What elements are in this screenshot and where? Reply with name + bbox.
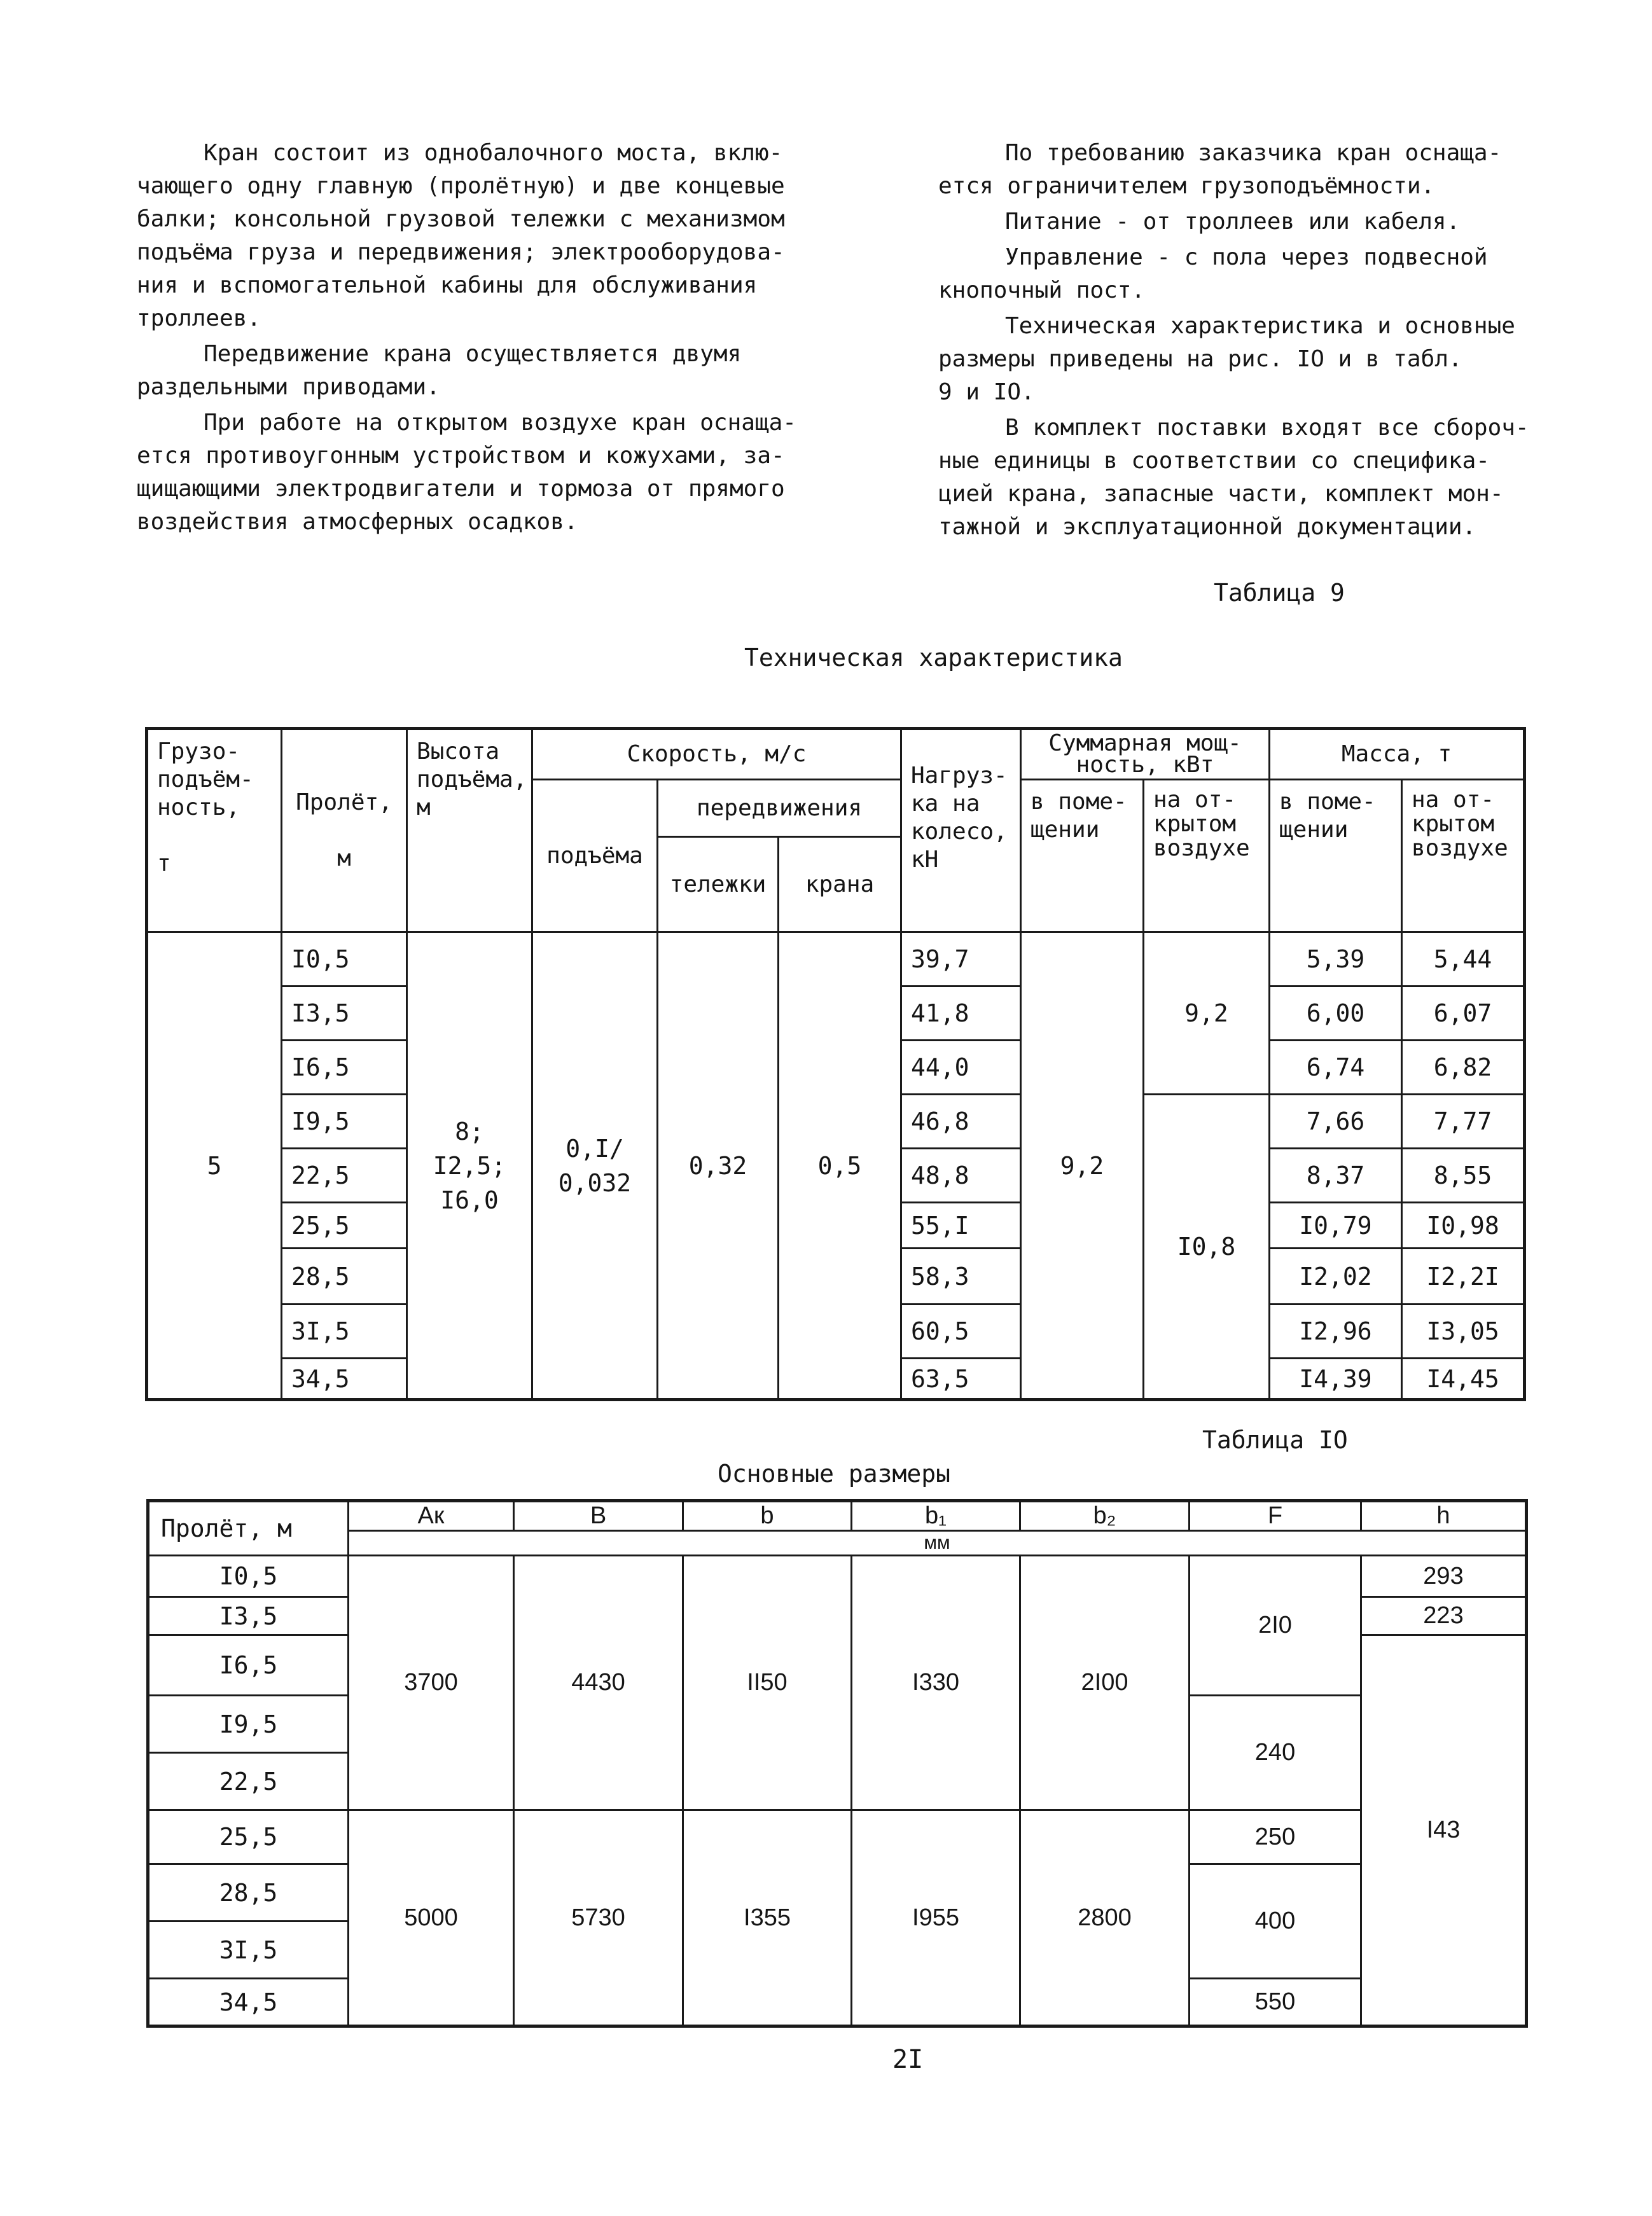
mass-indoor-cell: I4,39 xyxy=(1270,1359,1402,1400)
technical-specs-table xyxy=(145,727,1526,1401)
header-speed-crane: крана xyxy=(779,837,901,932)
ak-cell: 5000 xyxy=(349,1810,514,2026)
span-cell: 25,5 xyxy=(282,1203,407,1249)
b-cell: II50 xyxy=(683,1556,852,1810)
header-height: Высота подъёма, м xyxy=(407,729,532,932)
paragraph: Передвижение крана осуществляется двумя раздельными приводами. xyxy=(137,341,742,400)
paragraph: По требованию заказчика кран оснаща- ется ограничителем грузоподъёмности. xyxy=(938,140,1502,199)
header-h: h xyxy=(1361,1501,1527,1531)
load-cell: 58,3 xyxy=(901,1249,1021,1305)
span-cell: 28,5 xyxy=(148,1864,349,1922)
f-cell: 2I0 xyxy=(1190,1556,1361,1696)
page-number: 2I xyxy=(892,2045,924,2074)
header-speed-lift: подъёма xyxy=(532,780,658,932)
load-cell: 48,8 xyxy=(901,1149,1021,1203)
table10-title: Основные размеры xyxy=(718,1460,951,1488)
mass-indoor-cell: 6,00 xyxy=(1270,987,1402,1041)
b2-cell: 2800 xyxy=(1020,1810,1190,2026)
capacity-cell: 5 xyxy=(147,932,282,1400)
mass-outdoor-cell: 6,07 xyxy=(1402,987,1525,1041)
span-cell: 22,5 xyxy=(282,1149,407,1203)
b-upper-cell: 5730 xyxy=(514,1810,683,2026)
lift-speed-cell: 0,I/ 0,032 xyxy=(532,932,658,1400)
ak-cell: 3700 xyxy=(349,1556,514,1810)
header-b1: b₁ xyxy=(852,1501,1020,1531)
trolley-speed-cell: 0,32 xyxy=(658,932,779,1400)
header-power: Суммарная мощ- ность, кВт xyxy=(1021,729,1270,780)
header-b: b xyxy=(683,1501,852,1531)
span-cell: I9,5 xyxy=(282,1095,407,1149)
f-cell: 550 xyxy=(1190,1979,1361,2026)
span-cell: I3,5 xyxy=(148,1597,349,1635)
b-cell: I355 xyxy=(683,1810,852,2026)
intro-text-left xyxy=(137,137,811,541)
mass-outdoor-cell: 6,82 xyxy=(1402,1041,1525,1095)
header-mass: Масса, т xyxy=(1270,729,1525,780)
header-b2: b₂ xyxy=(1020,1501,1190,1531)
load-cell: 55,I xyxy=(901,1203,1021,1249)
f-cell: 250 xyxy=(1190,1810,1361,1864)
paragraph: При работе на открытом воздухе кран оснаща- ется противоугонным устройством и кожухами, за- щищающими электродвигатели и тормоза от прямого воздействия атмосферных осадков. xyxy=(137,410,796,535)
power-outdoor-cell: I0,8 xyxy=(1144,1095,1270,1400)
load-cell: 41,8 xyxy=(901,987,1021,1041)
mass-indoor-cell: I0,79 xyxy=(1270,1203,1402,1249)
header-mass-indoor: в поме- щении xyxy=(1270,780,1402,932)
table10-label: Таблица IO xyxy=(1202,1426,1348,1454)
mass-indoor-cell: I2,02 xyxy=(1270,1249,1402,1305)
header-speed-trolley: тележки xyxy=(658,837,779,932)
header-ak: Ак xyxy=(349,1501,514,1531)
main-dimensions-table xyxy=(146,1499,1528,2028)
header-speed: Скорость, м/с xyxy=(532,729,901,780)
crane-speed-cell: 0,5 xyxy=(779,932,901,1400)
header-span: Пролёт, м xyxy=(148,1501,349,1556)
h-cell: I43 xyxy=(1361,1635,1527,2026)
mass-outdoor-cell: 7,77 xyxy=(1402,1095,1525,1149)
h-cell: 223 xyxy=(1361,1597,1527,1635)
paragraph: Управление - с пола через подвесной кнопочный пост. xyxy=(938,244,1488,303)
header-speed-travel: передвижения xyxy=(658,780,901,837)
b1-cell: I330 xyxy=(852,1556,1020,1810)
span-cell: 25,5 xyxy=(148,1810,349,1864)
span-cell: 3I,5 xyxy=(148,1922,349,1979)
table9-title: Техническая характеристика xyxy=(744,644,1123,672)
mass-indoor-cell: I2,96 xyxy=(1270,1305,1402,1359)
load-cell: 39,7 xyxy=(901,932,1021,987)
span-cell: 3I,5 xyxy=(282,1305,407,1359)
header-power-outdoor: на от- крытом воздухе xyxy=(1144,780,1270,932)
mass-outdoor-cell: I3,05 xyxy=(1402,1305,1525,1359)
span-cell: I0,5 xyxy=(148,1556,349,1597)
h-cell: 293 xyxy=(1361,1556,1527,1597)
mass-outdoor-cell: 8,55 xyxy=(1402,1149,1525,1203)
header-b-upper: В xyxy=(514,1501,683,1531)
f-cell: 240 xyxy=(1190,1696,1361,1810)
header-wheel-load: Нагруз- ка на колесо, кН xyxy=(901,729,1021,932)
mass-indoor-cell: 8,37 xyxy=(1270,1149,1402,1203)
load-cell: 46,8 xyxy=(901,1095,1021,1149)
span-cell: 28,5 xyxy=(282,1249,407,1305)
load-cell: 44,0 xyxy=(901,1041,1021,1095)
span-cell: 34,5 xyxy=(282,1359,407,1400)
span-cell: 34,5 xyxy=(148,1979,349,2026)
power-indoor-cell: 9,2 xyxy=(1021,932,1144,1400)
mass-outdoor-cell: I4,45 xyxy=(1402,1359,1525,1400)
b1-cell: I955 xyxy=(852,1810,1020,2026)
mass-outdoor-cell: I2,2I xyxy=(1402,1249,1525,1305)
span-cell: I6,5 xyxy=(282,1041,407,1095)
span-cell: I6,5 xyxy=(148,1635,349,1696)
mass-indoor-cell: 6,74 xyxy=(1270,1041,1402,1095)
header-mass-outdoor: на от- крытом воздухе xyxy=(1402,780,1525,932)
mass-outdoor-cell: 5,44 xyxy=(1402,932,1525,987)
paragraph: Техническая характеристика и основные размеры приведены на рис. IO и в табл. 9 и IO. xyxy=(938,313,1515,405)
header-f: F xyxy=(1190,1501,1361,1531)
mass-indoor-cell: 5,39 xyxy=(1270,932,1402,987)
unit-mm: мм xyxy=(349,1531,1527,1556)
paragraph: В комплект поставки входят все сбороч- ные единицы в соответствии со специфика- цией крана, запасные части, комплект мон- тажной и эксплуатационной документации. xyxy=(938,415,1529,540)
header-capacity: Грузо- подъём- ность, т xyxy=(147,729,282,932)
load-cell: 63,5 xyxy=(901,1359,1021,1400)
f-cell: 400 xyxy=(1190,1864,1361,1979)
paragraph: Питание - от троллеев или кабеля. xyxy=(1005,209,1461,235)
header-span: Пролёт, м xyxy=(282,729,407,932)
intro-text-right xyxy=(938,137,1581,546)
paragraph: Кран состоит из однобалочного моста, вклю- чающего одну главную (пролётную) и две концевые балки; консольной грузовой тележки с механизмом подъёма груза и передвижения; электрооборудова- ния и вспомогательной кабины для обслуживания троллеев. xyxy=(137,140,785,331)
span-cell: I3,5 xyxy=(282,987,407,1041)
b-upper-cell: 4430 xyxy=(514,1556,683,1810)
mass-outdoor-cell: I0,98 xyxy=(1402,1203,1525,1249)
b2-cell: 2I00 xyxy=(1020,1556,1190,1810)
header-power-indoor: в поме- щении xyxy=(1021,780,1144,932)
load-cell: 60,5 xyxy=(901,1305,1021,1359)
span-cell: 22,5 xyxy=(148,1753,349,1810)
mass-indoor-cell: 7,66 xyxy=(1270,1095,1402,1149)
table9-label: Таблица 9 xyxy=(1214,579,1345,607)
height-cell: 8; I2,5; I6,0 xyxy=(407,932,532,1400)
span-cell: I9,5 xyxy=(148,1696,349,1753)
span-cell: I0,5 xyxy=(282,932,407,987)
power-outdoor-cell: 9,2 xyxy=(1144,932,1270,1095)
